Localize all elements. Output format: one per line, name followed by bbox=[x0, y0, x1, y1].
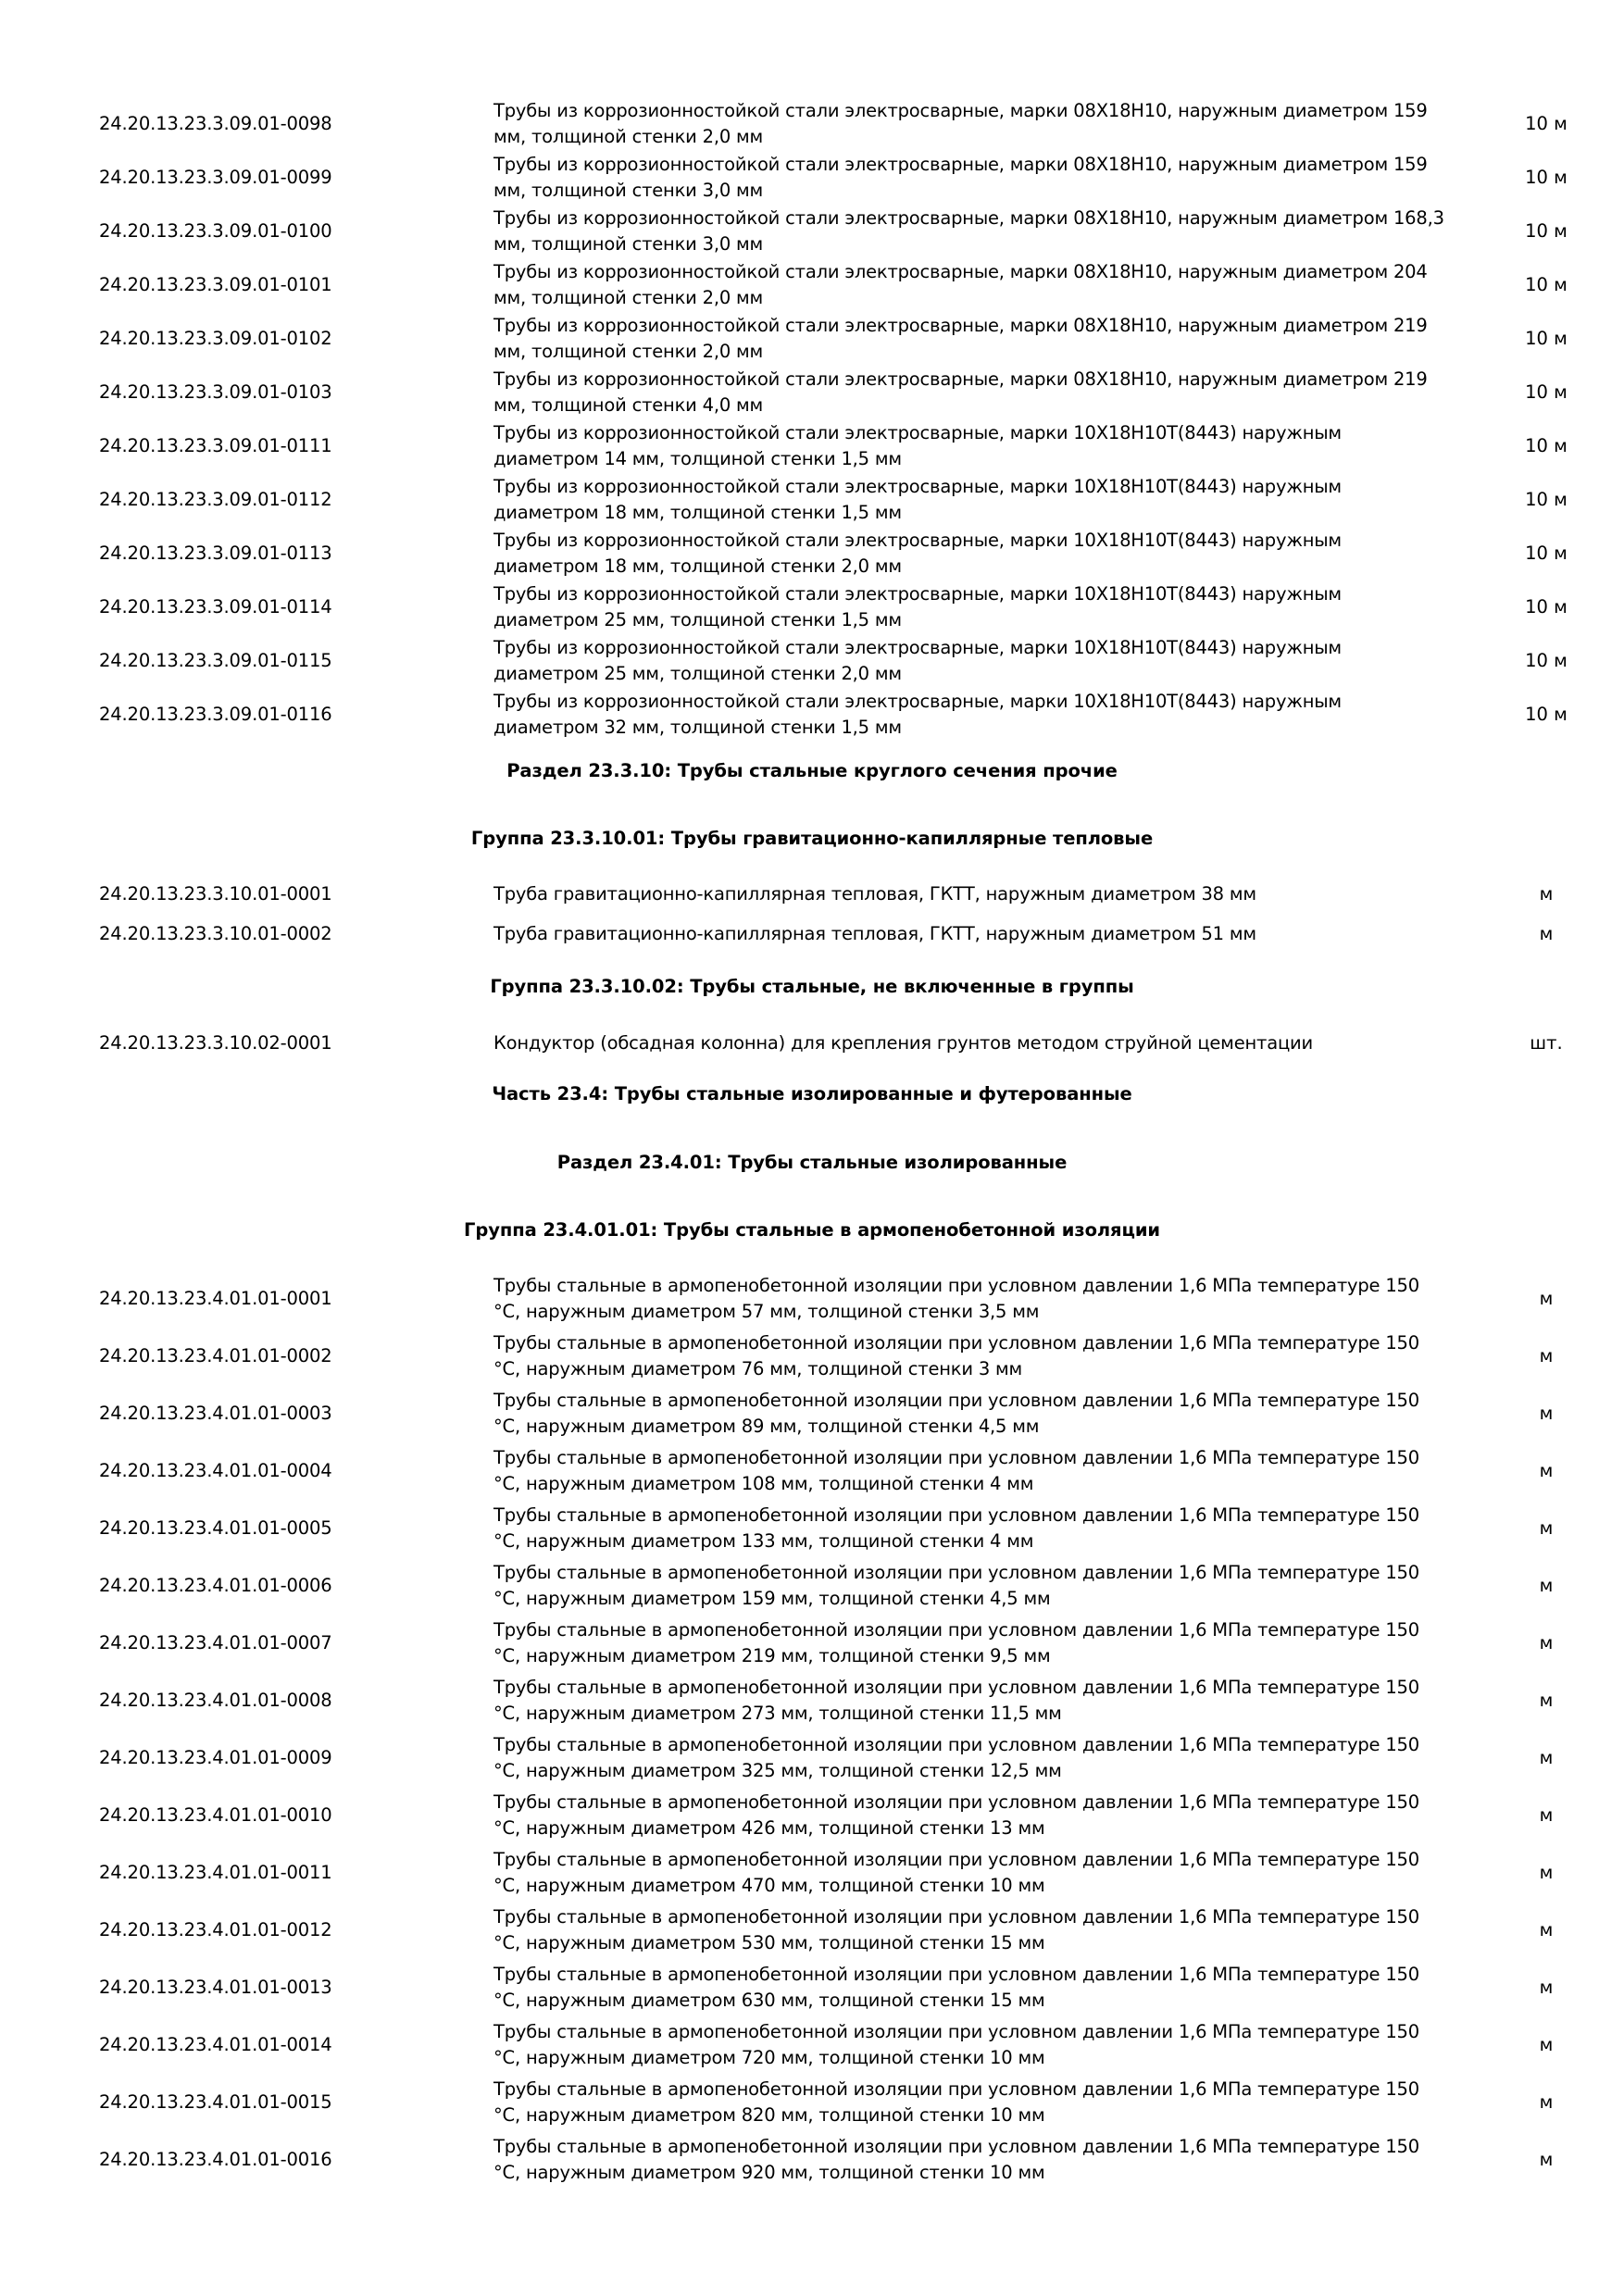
row-unit: 10 м bbox=[1525, 381, 1568, 403]
row-description: Трубы из коррозионностойкой стали электросварные, марки 10Х18Н10Т(8443) наружным диаметром 32 мм, толщиной стенки 1,5 мм bbox=[493, 691, 1342, 738]
row-description: Трубы из коррозионностойкой стали электросварные, марки 08Х18Н10, наружным диаметром 168,3 мм, толщиной стенки 3,0 мм bbox=[493, 207, 1444, 255]
row-code: 24.20.13.23.3.09.01-0114 bbox=[99, 596, 332, 618]
row-description: Трубы из коррозионностойкой стали электросварные, марки 08Х18Н10, наружным диаметром 159 мм, толщиной стенки 3,0 мм bbox=[493, 154, 1428, 201]
row-code: 24.20.13.23.3.09.01-0099 bbox=[99, 167, 332, 188]
row-unit: м bbox=[1539, 1517, 1554, 1539]
row-description: Трубы из коррозионностойкой стали электросварные, марки 08Х18Н10, наружным диаметром 204 мм, толщиной стенки 2,0 мм bbox=[493, 261, 1428, 308]
row-unit: шт. bbox=[1530, 1032, 1563, 1054]
row-code: 24.20.13.23.3.09.01-0101 bbox=[99, 274, 332, 295]
row-code: 24.20.13.23.3.09.01-0100 bbox=[99, 220, 332, 242]
section-heading: Раздел 23.4.01: Трубы стальные изолированные bbox=[556, 1152, 1068, 1173]
row-code: 24.20.13.23.4.01.01-0007 bbox=[99, 1632, 332, 1653]
row-code: 24.20.13.23.4.01.01-0003 bbox=[99, 1403, 332, 1424]
row-unit: м bbox=[1539, 1288, 1554, 1309]
row-code: 24.20.13.23.3.09.01-0102 bbox=[99, 328, 332, 349]
row-description: Трубы стальные в армопенобетонной изоляции при условном давлении 1,6 МПа температуре 150 °С, наружным диаметром 273 мм, толщиной стенки 11,5 мм bbox=[493, 1677, 1419, 1724]
row-description: Труба гравитационно-капиллярная тепловая, ГКТТ, наружным диаметром 51 мм bbox=[493, 923, 1256, 944]
row-code: 24.20.13.23.4.01.01-0005 bbox=[99, 1517, 332, 1539]
row-code: 24.20.13.23.3.10.01-0002 bbox=[99, 923, 332, 944]
row-unit: 10 м bbox=[1525, 435, 1568, 456]
group-heading: Группа 23.3.10.01: Трубы гравитационно-капиллярные тепловые bbox=[470, 828, 1154, 849]
row-description: Трубы стальные в армопенобетонной изоляции при условном давлении 1,6 МПа температуре 150 °С, наружным диаметром 426 мм, толщиной стенки 13 мм bbox=[493, 1791, 1419, 1839]
row-description: Трубы стальные в армопенобетонной изоляции при условном давлении 1,6 МПа температуре 150 °С, наружным диаметром 108 мм, толщиной стенки 4 мм bbox=[493, 1447, 1419, 1494]
row-code: 24.20.13.23.4.01.01-0002 bbox=[99, 1345, 332, 1366]
row-code: 24.20.13.23.3.09.01-0112 bbox=[99, 489, 332, 510]
row-code: 24.20.13.23.3.09.01-0115 bbox=[99, 650, 332, 671]
row-code: 24.20.13.23.4.01.01-0008 bbox=[99, 1690, 332, 1711]
row-code: 24.20.13.23.4.01.01-0006 bbox=[99, 1575, 332, 1596]
row-description: Труба гравитационно-капиллярная тепловая, ГКТТ, наружным диаметром 38 мм bbox=[493, 883, 1256, 905]
row-code: 24.20.13.23.4.01.01-0004 bbox=[99, 1460, 332, 1481]
row-description: Трубы из коррозионностойкой стали электросварные, марки 10Х18Н10Т(8443) наружным диаметром 18 мм, толщиной стенки 2,0 мм bbox=[493, 530, 1342, 577]
row-description: Трубы стальные в армопенобетонной изоляции при условном давлении 1,6 МПа температуре 150 °С, наружным диаметром 76 мм, толщиной стенки 3 мм bbox=[493, 1332, 1419, 1379]
part-heading: Часть 23.4: Трубы стальные изолированные и футерованные bbox=[492, 1083, 1132, 1104]
row-code: 24.20.13.23.4.01.01-0001 bbox=[99, 1288, 332, 1309]
row-unit: м bbox=[1539, 1403, 1554, 1424]
row-description: Трубы стальные в армопенобетонной изоляции при условном давлении 1,6 МПа температуре 150 °С, наружным диаметром 820 мм, толщиной стенки 10 мм bbox=[493, 2078, 1419, 2126]
row-description: Трубы стальные в армопенобетонной изоляции при условном давлении 1,6 МПа температуре 150 °С, наружным диаметром 920 мм, толщиной стенки 10 мм bbox=[493, 2136, 1419, 2183]
row-unit: м bbox=[1539, 2149, 1554, 2170]
row-unit: м bbox=[1539, 1575, 1554, 1596]
row-description: Кондуктор (обсадная колонна) для крепления грунтов методом струйной цементации bbox=[493, 1032, 1313, 1054]
row-unit: м bbox=[1539, 923, 1554, 944]
row-description: Трубы стальные в армопенобетонной изоляции при условном давлении 1,6 МПа температуре 150 °С, наружным диаметром 530 мм, толщиной стенки 15 мм bbox=[493, 1906, 1419, 1953]
row-code: 24.20.13.23.3.10.02-0001 bbox=[99, 1032, 332, 1054]
row-code: 24.20.13.23.4.01.01-0015 bbox=[99, 2091, 332, 2113]
row-unit: 10 м bbox=[1525, 328, 1568, 349]
row-code: 24.20.13.23.4.01.01-0010 bbox=[99, 1804, 332, 1826]
row-description: Трубы стальные в армопенобетонной изоляции при условном давлении 1,6 МПа температуре 150 °С, наружным диаметром 630 мм, толщиной стенки 15 мм bbox=[493, 1964, 1419, 2011]
row-code: 24.20.13.23.4.01.01-0011 bbox=[99, 1862, 332, 1883]
row-description: Трубы из коррозионностойкой стали электросварные, марки 08Х18Н10, наружным диаметром 219 мм, толщиной стенки 4,0 мм bbox=[493, 368, 1428, 416]
row-unit: м bbox=[1539, 1747, 1554, 1768]
row-unit: м bbox=[1539, 1862, 1554, 1883]
row-unit: 10 м bbox=[1525, 274, 1568, 295]
row-description: Трубы стальные в армопенобетонной изоляции при условном давлении 1,6 МПа температуре 150 °С, наружным диаметром 219 мм, толщиной стенки 9,5 мм bbox=[493, 1619, 1419, 1666]
row-code: 24.20.13.23.3.10.01-0001 bbox=[99, 883, 332, 905]
row-unit: м bbox=[1539, 1804, 1554, 1826]
row-code: 24.20.13.23.4.01.01-0009 bbox=[99, 1747, 332, 1768]
row-unit: м bbox=[1539, 2034, 1554, 2055]
row-code: 24.20.13.23.3.09.01-0113 bbox=[99, 543, 332, 564]
row-code: 24.20.13.23.3.09.01-0116 bbox=[99, 704, 332, 725]
row-unit: м bbox=[1539, 1977, 1554, 1998]
row-unit: м bbox=[1539, 1632, 1554, 1653]
row-description: Трубы из коррозионностойкой стали электросварные, марки 10Х18Н10Т(8443) наружным диаметром 18 мм, толщиной стенки 1,5 мм bbox=[493, 476, 1342, 523]
row-unit: 10 м bbox=[1525, 650, 1568, 671]
row-description: Трубы из коррозионностойкой стали электросварные, марки 10Х18Н10Т(8443) наружным диаметром 25 мм, толщиной стенки 1,5 мм bbox=[493, 583, 1342, 630]
row-code: 24.20.13.23.4.01.01-0012 bbox=[99, 1919, 332, 1940]
row-unit: м bbox=[1539, 1345, 1554, 1366]
row-unit: 10 м bbox=[1525, 489, 1568, 510]
row-unit: 10 м bbox=[1525, 543, 1568, 564]
group-heading: Группа 23.4.01.01: Трубы стальные в армопенобетонной изоляции bbox=[464, 1219, 1160, 1241]
group-heading: Группа 23.3.10.02: Трубы стальные, не включенные в группы bbox=[490, 976, 1134, 997]
row-unit: 10 м bbox=[1525, 113, 1568, 134]
row-description: Трубы стальные в армопенобетонной изоляции при условном давлении 1,6 МПа температуре 150 °С, наружным диаметром 159 мм, толщиной стенки 4,5 мм bbox=[493, 1562, 1419, 1609]
row-description: Трубы стальные в армопенобетонной изоляции при условном давлении 1,6 МПа температуре 150 °С, наружным диаметром 470 мм, толщиной стенки 10 мм bbox=[493, 1849, 1419, 1896]
row-description: Трубы из коррозионностойкой стали электросварные, марки 08Х18Н10, наружным диаметром 219 мм, толщиной стенки 2,0 мм bbox=[493, 315, 1428, 362]
row-description: Трубы из коррозионностойкой стали электросварные, марки 10Х18Н10Т(8443) наружным диаметром 25 мм, толщиной стенки 2,0 мм bbox=[493, 637, 1342, 684]
row-unit: м bbox=[1539, 2091, 1554, 2113]
row-unit: м bbox=[1539, 1919, 1554, 1940]
row-code: 24.20.13.23.3.09.01-0103 bbox=[99, 381, 332, 403]
row-unit: 10 м bbox=[1525, 596, 1568, 618]
row-unit: 10 м bbox=[1525, 220, 1568, 242]
section-heading: Раздел 23.3.10: Трубы стальные круглого сечения прочие bbox=[506, 760, 1118, 781]
row-description: Трубы стальные в армопенобетонной изоляции при условном давлении 1,6 МПа температуре 150 °С, наружным диаметром 133 мм, толщиной стенки 4 мм bbox=[493, 1504, 1419, 1552]
row-code: 24.20.13.23.4.01.01-0016 bbox=[99, 2149, 332, 2170]
row-description: Трубы стальные в армопенобетонной изоляции при условном давлении 1,6 МПа температуре 150 °С, наружным диаметром 89 мм, толщиной стенки 4,5 мм bbox=[493, 1390, 1419, 1437]
row-description: Трубы из коррозионностойкой стали электросварные, марки 10Х18Н10Т(8443) наружным диаметром 14 мм, толщиной стенки 1,5 мм bbox=[493, 422, 1342, 469]
row-description: Трубы из коррозионностойкой стали электросварные, марки 08Х18Н10, наружным диаметром 159 мм, толщиной стенки 2,0 мм bbox=[493, 100, 1428, 147]
row-code: 24.20.13.23.4.01.01-0014 bbox=[99, 2034, 332, 2055]
row-code: 24.20.13.23.3.09.01-0098 bbox=[99, 113, 332, 134]
row-unit: 10 м bbox=[1525, 704, 1568, 725]
row-unit: м bbox=[1539, 1690, 1554, 1711]
row-unit: м bbox=[1539, 1460, 1554, 1481]
row-code: 24.20.13.23.4.01.01-0013 bbox=[99, 1977, 332, 1998]
row-unit: м bbox=[1539, 883, 1554, 905]
row-code: 24.20.13.23.3.09.01-0111 bbox=[99, 435, 332, 456]
row-description: Трубы стальные в армопенобетонной изоляции при условном давлении 1,6 МПа температуре 150 °С, наружным диаметром 325 мм, толщиной стенки 12,5 мм bbox=[493, 1734, 1419, 1781]
row-description: Трубы стальные в армопенобетонной изоляции при условном давлении 1,6 МПа температуре 150 °С, наружным диаметром 57 мм, толщиной стенки 3,5 мм bbox=[493, 1275, 1419, 1322]
row-description: Трубы стальные в армопенобетонной изоляции при условном давлении 1,6 МПа температуре 150 °С, наружным диаметром 720 мм, толщиной стенки 10 мм bbox=[493, 2021, 1419, 2068]
row-unit: 10 м bbox=[1525, 167, 1568, 188]
